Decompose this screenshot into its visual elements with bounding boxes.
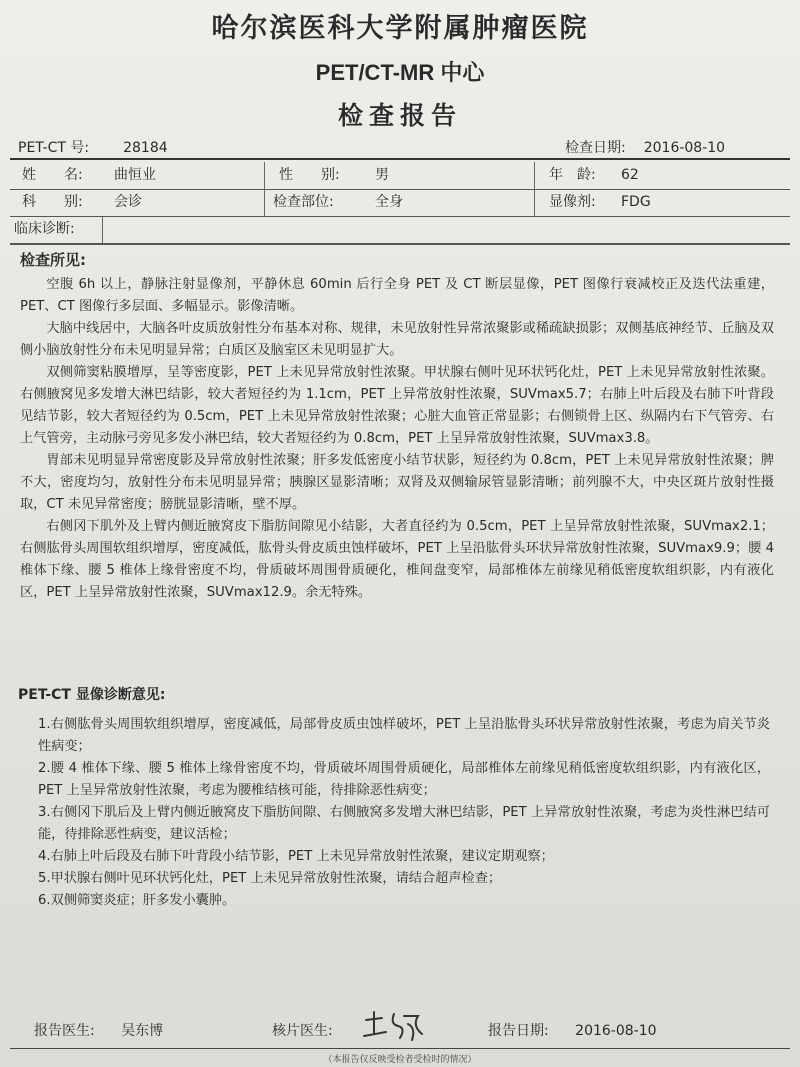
clinical-label: 临床诊断:: [14, 221, 75, 237]
pet-ct-number-label: PET-CT 号:: [18, 140, 90, 156]
age-label: 年 龄:: [549, 167, 596, 183]
sex-cell: [264, 162, 535, 189]
pet-ct-number: [18, 137, 168, 157]
reviewer-signature: [360, 1008, 430, 1044]
pet-ct-number-value: 28184: [123, 140, 168, 156]
clinical-cell: [102, 216, 791, 243]
report-title: 检查报告: [337, 101, 462, 130]
diagnosis-title: PET-CT 显像诊断意见:: [18, 687, 166, 703]
age-value: 62: [621, 167, 639, 183]
reporter-label: 报告医生:: [34, 1023, 95, 1039]
exam-date: [565, 137, 725, 157]
site-value: 全身: [375, 194, 403, 210]
findings-paragraph: 右侧冈下肌外及上臂内侧近腋窝皮下脂肪间隙见小结影，大者直径约为 0.5cm，PET 上呈异常放射性浓聚，SUVmax2.1；右侧肱骨头周围软组织增厚，密度减低，肱骨头骨皮质虫蚀样破坏，PET 上呈沿肱骨头环状异常放射性浓聚，SUVmax9.9；腰 4 椎体下缘、腰 5 椎体上缘骨密度不均，骨质破坏周围骨质硬化，椎间盘变窄，局部椎体左前缘见稍低密度软组织影，内有液化区，PET 上呈异常放射性浓聚，SUVmax12.9。余无特殊。: [20, 519, 774, 600]
findings-title: 检查所见:: [20, 251, 86, 269]
center-name: PET/CT-MR 中心: [315, 60, 485, 85]
diagnosis-item: 4.右肺上叶后段及右肺下叶背段小结节影，PET 上未见异常放射性浓聚，建议定期观察；: [38, 849, 554, 864]
diagnosis-item: 6.双侧筛窦炎症；肝多发小囊肿。: [38, 893, 236, 908]
dept-value: 会诊: [114, 194, 142, 210]
age-cell: [534, 162, 791, 189]
header-divider: [10, 158, 790, 160]
agent-value: FDG: [621, 194, 651, 210]
diagnosis-item: 1.右侧肱骨头周围软组织增厚，密度减低，局部骨皮质虫蚀样破坏，PET 上呈沿肱骨头环状异常放射性浓聚，考虑为肩关节炎性病变；: [38, 717, 770, 754]
patient-row-1: [10, 162, 790, 190]
name-value: 曲恒业: [114, 167, 156, 183]
hospital-name: 哈尔滨医科大学附属肿瘤医院: [211, 13, 589, 44]
diagnosis-body: [0, 714, 800, 912]
diagnosis-item: 5.甲状腺右侧叶见环状钙化灶，PET 上未见异常放射性浓聚，请结合超声检查；: [38, 871, 502, 886]
findings-body: [0, 274, 800, 604]
diagnosis-item: 3.右侧冈下肌后及上臂内侧近腋窝皮下脂肪间隙、右侧腋窝多发增大淋巴结影，PET 上异常放射性浓聚，考虑为炎性淋巴结可能，待排除恶性病变，建议活检；: [38, 805, 770, 842]
exam-date-value: 2016-08-10: [643, 140, 726, 156]
exam-date-label: 检查日期:: [565, 140, 626, 156]
signature-divider: [10, 1048, 790, 1049]
reviewer-label: 核片医生:: [272, 1023, 333, 1039]
patient-row-2: [10, 189, 790, 217]
name-label: 姓 名:: [22, 167, 83, 183]
findings-paragraph: 双侧筛窦粘膜增厚，呈等密度影，PET 上未见异常放射性浓聚。甲状腺右侧叶见环状钙化灶，PET 上未见异常放射性浓聚。右侧腋窝见多发增大淋巴结影，较大者短径约为 1.1cm，PET 上异常放射性浓聚，SUVmax5.7；右肺上叶后段及右肺下叶背段见结节影，较大者短径约为 0.5cm，PET 上未见异常放射性浓聚；心脏大血管正常显影；右侧锁骨上区、纵隔内右下气管旁、右上气管旁，主动脉弓旁见多发小淋巴结，较大者短径约为 0.8cm，PET 上呈异常放射性浓聚，SUVmax3.8。: [20, 365, 774, 446]
patient-row-3: [10, 216, 790, 244]
reporter: [34, 1020, 163, 1040]
agent-cell: [534, 189, 791, 216]
site-cell: [264, 189, 535, 216]
sex-label: 性 别:: [279, 167, 340, 183]
findings-paragraph: 胃部未见明显异常密度影及异常放射性浓聚；肝多发低密度小结节状影，短径约为 0.8cm，PET 上未见异常放射性浓聚；脾不大，密度均匀，放射性分布未见明显异常；胰腺区显影清晰；双肾及双侧输尿管显影清晰；前列腺不大，中央区斑片放射性摄取，CT 未见异常密度；膀胱显影清晰，壁不厚。: [20, 453, 774, 512]
agent-label: 显像剂:: [549, 194, 596, 210]
sex-value: 男: [375, 167, 389, 183]
report-date-label: 报告日期:: [488, 1023, 549, 1039]
findings-paragraph: 空腹 6h 以上，静脉注射显像剂，平静休息 60min 后行全身 PET 及 CT 断层显像，PET 图像行衰减校正及迭代法重建，PET、CT 图像行多层面、多幅显示。影像清晰。: [20, 277, 774, 314]
report-date-value: 2016-08-10: [575, 1023, 657, 1039]
dept-label: 科 别:: [22, 194, 83, 210]
findings-paragraph: 大脑中线居中，大脑各叶皮质放射性分布基本对称、规律，未见放射性异常浓聚影或稀疏缺损影；双侧基底神经节、丘脑及双侧小脑放射性分布未见明显异常；白质区及脑室区未见明显扩大。: [20, 321, 774, 358]
site-label: 检查部位:: [273, 194, 334, 210]
diagnosis-item: 2.腰 4 椎体下缘、腰 5 椎体上缘骨密度不均，骨质破坏周围骨质硬化，局部椎体左前缘见稍低密度软组织影，内有液化区，PET 上呈异常放射性浓聚，考虑为腰椎结核可能，待排除恶性病变；: [38, 761, 770, 798]
report-date: [488, 1020, 657, 1040]
reviewer: [272, 1020, 333, 1040]
reporter-name: 吴东博: [121, 1023, 164, 1039]
footnote: （本报告仅反映受检者受检时的情况）: [323, 1055, 477, 1065]
